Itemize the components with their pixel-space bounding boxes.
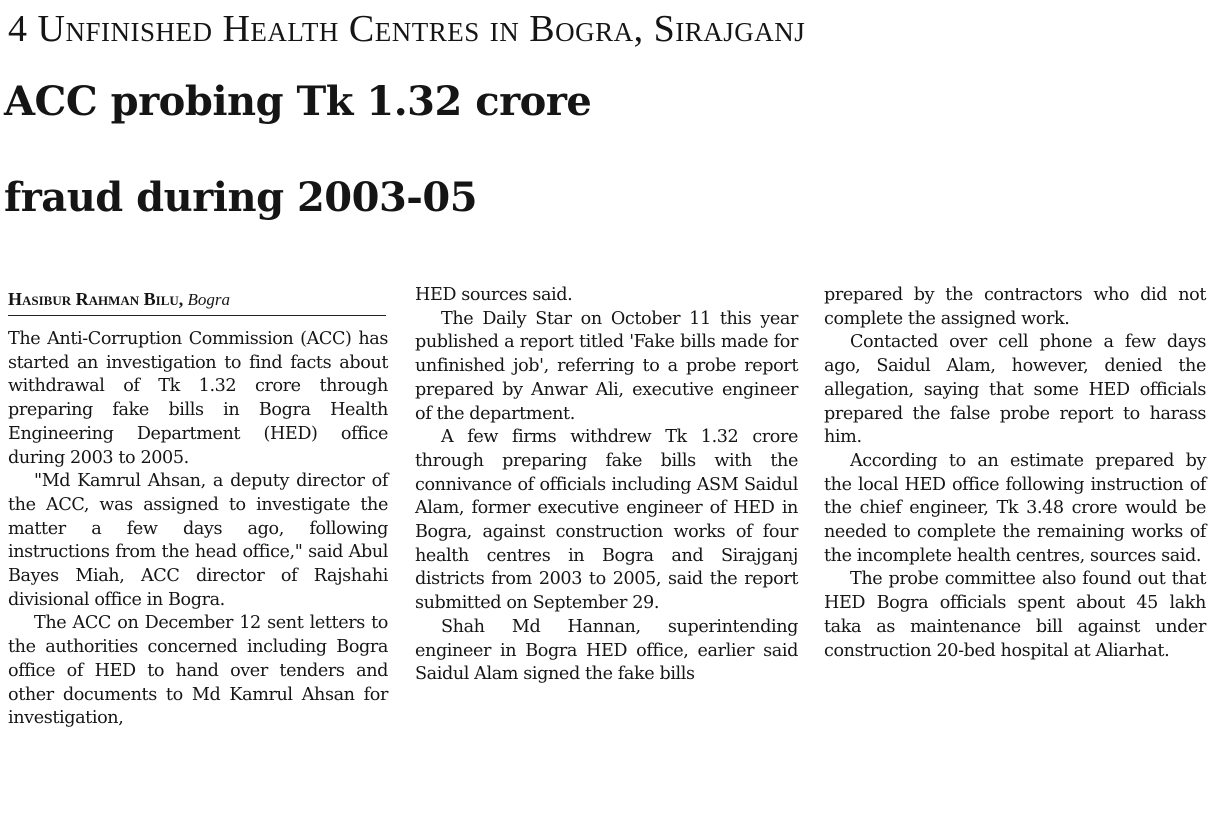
paragraph: A few firms withdrew Tk 1.32 crore through preparing fake bills with the connivance of officials including ASM Saidul Alam, former executive engineer of HED in Bogra, against construction works of four health centres in Bogra and Sirajganj districts from 2003 to 2005, said the report submitted on September 29. bbox=[415, 427, 798, 614]
headline-line-1: ACC probing Tk 1.32 crore bbox=[4, 78, 592, 125]
paragraph: According to an estimate prepared by the local HED office following instruction of the chief engineer, Tk 3.48 crore would be needed to complete the remaining works of the incomplete health centres, sources said. bbox=[824, 450, 1206, 566]
article-column-2 bbox=[415, 284, 798, 687]
byline bbox=[8, 288, 386, 316]
paragraph: HED sources said. bbox=[415, 285, 573, 305]
article-headline bbox=[4, 54, 1208, 246]
paragraph: Shah Md Hannan, superintending engineer in Bogra HED office, earlier said Saidul Alam signed the fake bills bbox=[415, 616, 798, 685]
paragraph: The Daily Star on October 11 this year published a report titled 'Fake bills made for unfinished job', referring to a probe report prepared by Anwar Ali, executive engineer of the department. bbox=[415, 308, 798, 424]
byline-author: Hasibur Rahman Bilu, bbox=[8, 289, 184, 309]
byline-location: Bogra bbox=[187, 290, 231, 309]
paragraph: The ACC on December 12 sent letters to the authorities concerned including Bogra office of HED to hand over tenders and other documents to Md Kamrul Ahsan for investigation, bbox=[8, 613, 388, 729]
paragraph: "Md Kamrul Ahsan, a deputy director of the ACC, was assigned to investigate the matter a few days ago, following instructions from the head office," said Abul Bayes Miah, ACC director of Rajshahi divisional office in Bogra. bbox=[8, 471, 388, 610]
article-kicker: 4 Unfinished Health Centres in Bogra, Sirajganj bbox=[8, 8, 806, 50]
headline-line-2: fraud during 2003-05 bbox=[4, 174, 478, 221]
paragraph: The probe committee also found out that HED Bogra officials spent about 45 lakh taka as maintenance bill against under construction 20-bed hospital at Aliarhat. bbox=[824, 569, 1206, 661]
paragraph: prepared by the contractors who did not complete the assigned work. bbox=[824, 285, 1206, 329]
paragraph: Contacted over cell phone a few days ago, Saidul Alam, however, denied the allegation, saying that some HED officials prepared the false probe report to harass him. bbox=[824, 332, 1206, 448]
article-column-1 bbox=[8, 328, 388, 731]
article-column-3 bbox=[824, 284, 1206, 663]
paragraph: The Anti-Corruption Commission (ACC) has started an investigation to find facts about withdrawal of Tk 1.32 crore through preparing fake bills in Bogra Health Engineering Department (HED) office during 2003 to 2005. bbox=[8, 329, 388, 468]
